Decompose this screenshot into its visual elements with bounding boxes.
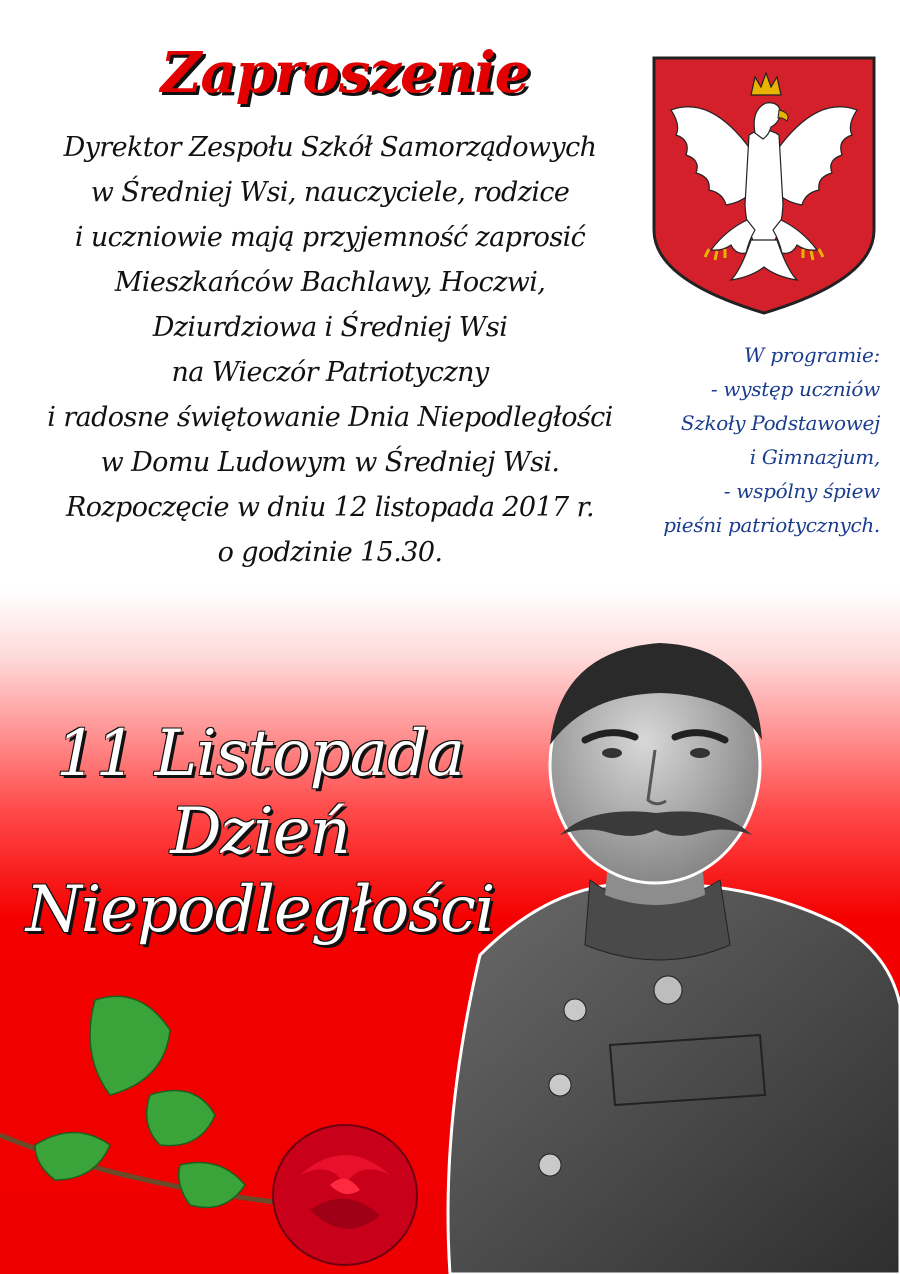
programme-line: W programie: [744,343,880,367]
invitation-line: Rozpoczęcie w dniu 12 listopada 2017 r. [66,492,594,523]
programme-line: pieśni patriotycznych. [663,513,880,537]
programme-line: i Gimnazjum, [749,445,880,469]
invitation-line: Mieszkańców Bachlawy, Hoczwi, [114,267,546,298]
invitation-line: Dziurdziowa i Średniej Wsi [152,312,508,343]
programme-text [600,338,880,542]
polish-coat-of-arms-image [651,55,877,317]
invitation-line: na Wieczór Patriotyczny [171,357,489,388]
invitation-line: i radosne świętowanie Dnia Niepodległości [47,402,613,433]
poster-title: Zaproszenie [160,40,530,106]
programme-line: Szkoły Podstawowej [680,411,880,435]
holiday-heading-line: Dzień [170,795,350,869]
programme-line: - wspólny śpiew [723,479,880,503]
invitation-text [20,125,640,575]
invitation-line: w Średniej Wsi, nauczyciele, rodzice [90,177,570,208]
invitation-line: w Domu Ludowym w Średniej Wsi. [100,447,560,478]
holiday-heading-line: Niepodległości [25,873,495,947]
holiday-heading [0,715,520,949]
invitation-line: Dyrektor Zespołu Szkół Samorządowych [63,132,597,163]
invitation-line: o godzinie 15.30. [217,537,443,568]
invitation-line: i uczniowie mają przyjemność zaprosić [74,222,586,253]
holiday-heading-line: 11 Listopada [55,717,465,791]
programme-line: - występ uczniów [710,377,880,401]
red-rose-image [0,985,430,1274]
